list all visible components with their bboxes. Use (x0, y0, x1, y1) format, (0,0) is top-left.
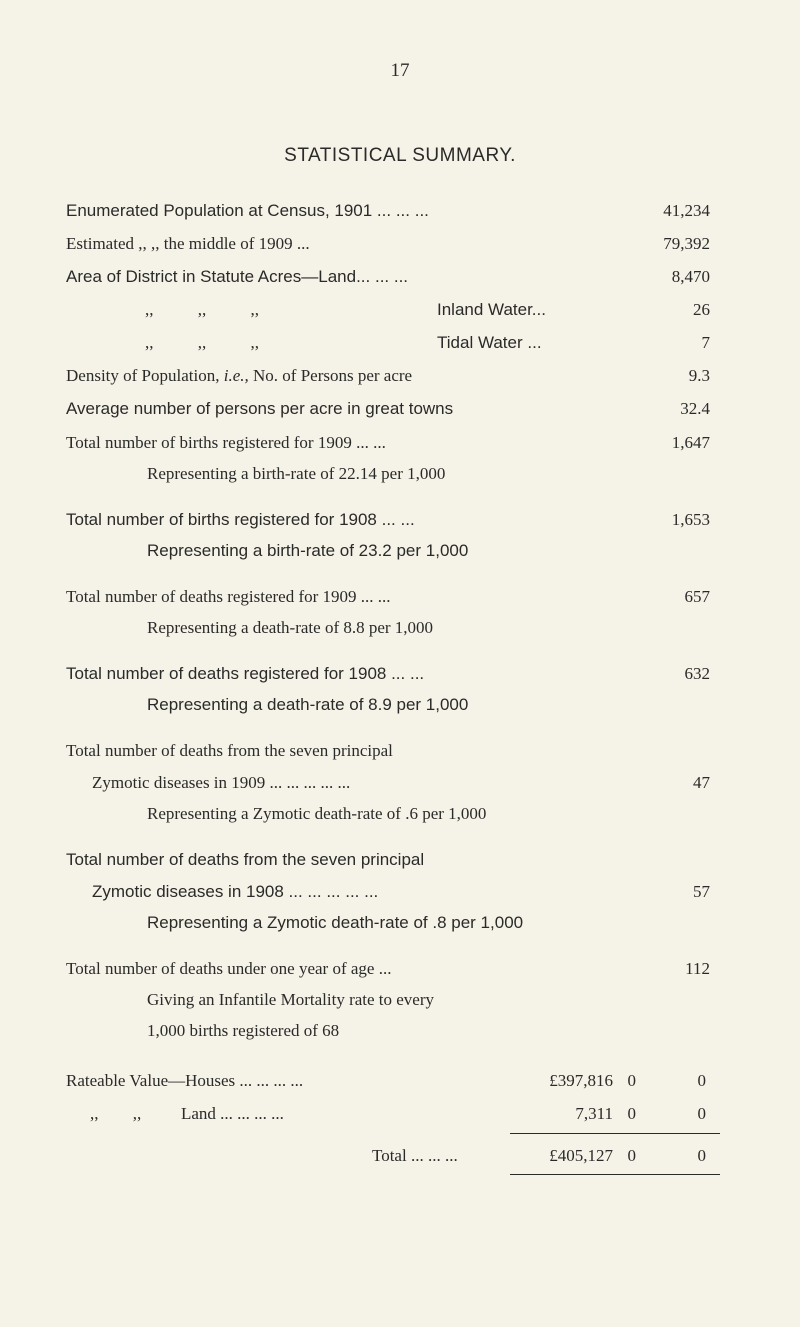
zymotic-1909-label-1: Total number of deaths from the seven principal (66, 741, 393, 760)
area-land-value: 8,470 (671, 267, 710, 286)
average-value: 32.4 (680, 399, 710, 418)
inland-water-value: 26 (693, 300, 710, 319)
zymotic-1909-label-2: Zymotic diseases in 1909 ... ... ... ... ... (92, 773, 351, 792)
total-top-rule (510, 1133, 720, 1134)
rateable-total-shillings: 0 (627, 1146, 636, 1165)
estimated-value: 79,392 (663, 234, 710, 253)
rateable-total-label: Total ... ... ... (372, 1146, 458, 1165)
rateable-land-amount: 7,311 (575, 1104, 613, 1123)
page-title: STATISTICAL SUMMARY. (284, 145, 516, 166)
inland-water-ditto: ,, ,, ,, (145, 300, 259, 319)
tidal-water-value: 7 (701, 333, 710, 352)
births-1908-rate: Representing a birth-rate of 23.2 per 1,000 (147, 541, 469, 560)
deaths-1908-rate: Representing a death-rate of 8.9 per 1,000 (147, 695, 469, 714)
rateable-houses-shillings: 0 (627, 1071, 636, 1090)
enumerated-value: 41,234 (663, 201, 710, 220)
rateable-houses-pence: 0 (697, 1071, 706, 1090)
zymotic-1909-value: 47 (693, 773, 710, 792)
infant-deaths-label: Total number of deaths under one year of age ... (66, 959, 392, 978)
rateable-land-ditto: ,, ,, (90, 1104, 142, 1123)
density-label-pre: Density of Population, (66, 366, 220, 385)
births-1908-label: Total number of births registered for 1908 ... ... (66, 510, 415, 529)
rateable-total-pence: 0 (697, 1146, 706, 1165)
births-1909-value: 1,647 (671, 433, 710, 452)
infant-mortality-text-2: 1,000 births registered of 68 (147, 1021, 340, 1040)
inland-water-label: Inland Water... (437, 300, 546, 319)
zymotic-1908-label-1: Total number of deaths from the seven principal (66, 850, 425, 869)
page-number: 17 (390, 60, 410, 81)
rateable-land-label: Land ... ... ... ... (181, 1104, 284, 1123)
zymotic-1908-value: 57 (693, 882, 710, 901)
rateable-total-amount: £405,127 (549, 1146, 613, 1165)
births-1909-rate: Representing a birth-rate of 22.14 per 1,000 (147, 464, 446, 483)
total-bottom-rule (510, 1174, 720, 1175)
density-label (66, 365, 412, 387)
deaths-1909-value: 657 (684, 587, 710, 606)
infant-mortality-text-1: Giving an Infantile Mortality rate to every (147, 990, 435, 1009)
enumerated-label: Enumerated Population at Census, 1901 ... ... ... (66, 201, 429, 220)
tidal-water-ditto: ,, ,, ,, (145, 333, 259, 352)
density-value: 9.3 (688, 366, 710, 385)
infant-deaths-value: 112 (685, 959, 710, 978)
births-1909-label: Total number of births registered for 1909 ... ... (66, 433, 386, 452)
rateable-houses-label: Rateable Value—Houses ... ... ... ... (66, 1071, 304, 1090)
rateable-houses-amount: £397,816 (549, 1071, 613, 1090)
density-label-post: No. of Persons per acre (253, 366, 413, 385)
zymotic-1909-rate: Representing a Zymotic death-rate of .6 per 1,000 (147, 804, 487, 823)
density-label-ie: i.e., (223, 366, 249, 385)
area-land-label: Area of District in Statute Acres—Land... ... ... (66, 267, 409, 286)
deaths-1908-value: 632 (684, 664, 710, 683)
deaths-1909-rate: Representing a death-rate of 8.8 per 1,000 (147, 618, 434, 637)
rateable-land-shillings: 0 (627, 1104, 636, 1123)
deaths-1909-label: Total number of deaths registered for 1909 ... ... (66, 587, 391, 606)
zymotic-1908-rate: Representing a Zymotic death-rate of .8 per 1,000 (147, 913, 524, 932)
zymotic-1908-label-2: Zymotic diseases in 1908 ... ... ... ... ... (92, 882, 379, 901)
estimated-label: Estimated ,, ,, the middle of 1909 ... (66, 234, 310, 253)
average-label: Average number of persons per acre in great towns (66, 399, 454, 418)
tidal-water-label: Tidal Water ... (437, 333, 542, 352)
rateable-land-pence: 0 (697, 1104, 706, 1123)
births-1908-value: 1,653 (671, 510, 710, 529)
deaths-1908-label: Total number of deaths registered for 1908 ... ... (66, 664, 425, 683)
